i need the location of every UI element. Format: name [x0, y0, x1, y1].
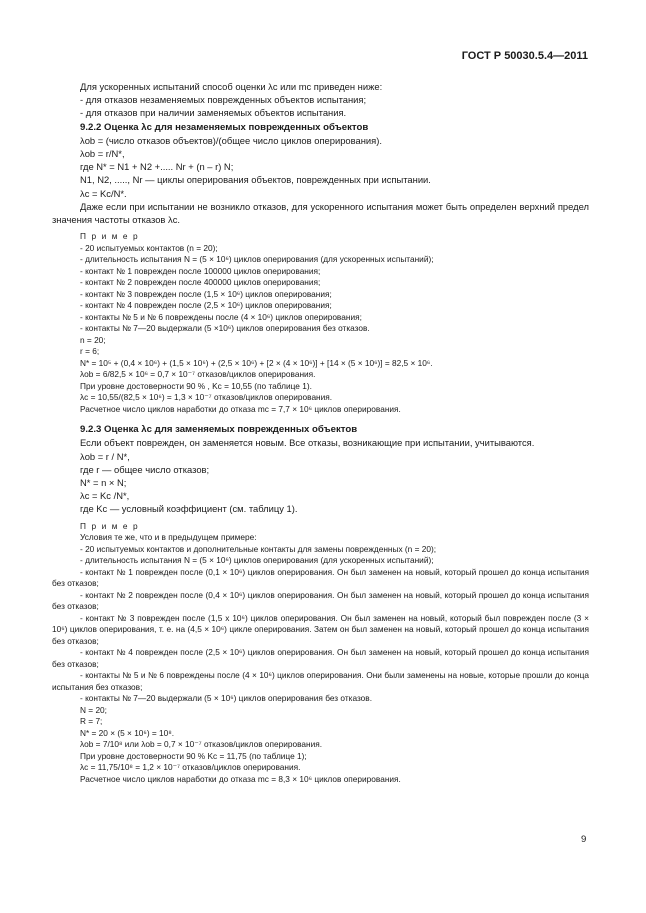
example-line: N* = 10⁵ + (0,4 × 10⁶) + (1,5 × 10⁶) + (2,5 × 10⁶) + [2 × (4 × 10⁶)] + [14 × (5 × 10⁶)] = 82,5 × 10⁶. [80, 357, 433, 368]
section-title-922: 9.2.2 Оценка λc для незаменяемых поврежденных объектов [80, 121, 369, 133]
example-line: - контакт № 4 поврежден после (2,5 × 10⁶) циклов оперирования; [80, 300, 332, 311]
example-line: N* = 20 × (5 × 10⁶) = 10⁸. [80, 727, 175, 738]
example-line: - контакт № 3 поврежден после (1,5 × 10⁶) циклов оперирования; [80, 288, 332, 299]
page-number: 9 [581, 834, 587, 845]
example-line: λob = 6/82,5 × 10⁶ = 0,7 × 10⁻⁷ отказов/циклов оперирования. [80, 369, 316, 380]
example-line: n = 20; [80, 334, 106, 345]
section-paragraph: Если объект поврежден, он заменяется новым. Все отказы, возникающие при испытании, учитываются. [80, 437, 535, 449]
example-line: - контакты № 5 и № 6 повреждены после (4 × 10⁶) циклов оперирования; [80, 311, 362, 322]
example-line: - контакты № 7—20 выдержали (5 × 10⁶) циклов оперирования без отказов. [80, 693, 372, 704]
formula-line: λob = (число отказов объектов)/(общее число циклов оперирования). [80, 134, 382, 146]
formula-line: где Kc — условный коэффициент (см. таблицу 1). [80, 503, 298, 515]
intro-lead: Для ускоренных испытаний способ оценки λc или mc приведен ниже: [80, 81, 383, 92]
formula-line: N1, N2, ....., Nr — циклы оперирования объектов, поврежденных при испытании. [80, 174, 431, 186]
example-paragraph: - контакты № 5 и № 6 повреждены после (4 × 10⁶) циклов оперирования. Они были заменены на новые, которые прошли до конца испытания без отказов; [52, 670, 589, 692]
example-line: - 20 испытуемых контактов (n = 20); [80, 242, 218, 253]
example-paragraph: - контакт № 2 поврежден после (0,4 × 10⁶) циклов оперирования. Он был заменен на новый, который прошел до конца испытания без отказов; [52, 589, 589, 612]
example-paragraph: - контакт № 3 поврежден после (1,5 х 10⁶) циклов оперирования. Он был заменен на новый, который был поврежден после (3 × 10⁶) циклов оперирования, т. е. на (4,5 × 10⁶) цикле оперирования. Затем он был заменен на новый, который прошел до конца испытания без отказов; [52, 612, 589, 646]
note-paragraph: Даже если при испытании не возникло отказов, для ускоренного испытания может быть определен верхний предел значения частоты отказов λc. [52, 200, 589, 226]
example-line: Расчетное число циклов наработки до отказа mc = 7,7 × 10⁶ циклов оперирования. [80, 403, 401, 414]
example-paragraph: - контакт № 4 поврежден после (2,5 × 10⁶) циклов оперирования. Он был заменен на новый, который прошел до конца испытания без отказов; [52, 647, 589, 669]
example-line: - 20 испытуемых контактов и дополнительные контакты для замены поврежденных (n = 20); [80, 543, 437, 554]
formula-line: λob = r/N*, [80, 148, 125, 160]
formula-line: λc = Kc/N*. [80, 187, 127, 199]
example-label: П р и м е р [80, 520, 140, 531]
formula-line: где N* = N1 + N2 +..... Nr + (n – r) N; [80, 161, 234, 173]
example-label: П р и м е р [80, 231, 140, 242]
example-line: При уровне достоверности 90 % , Kc = 10,55 (по таблице 1). [80, 380, 312, 391]
example-line: - контакт № 2 поврежден после 400000 циклов оперирования; [80, 277, 321, 288]
page-content [52, 80, 589, 785]
section-title-923: 9.2.3 Оценка λc для заменяемых поврежденных объектов [80, 424, 358, 436]
example-line: - длительность испытания N = (5 × 10⁶) циклов оперирования (для ускоренных испытаний); [80, 254, 434, 265]
formula-line: где r — общее число отказов; [80, 463, 210, 475]
example-line: λob = 7/10⁸ или λob = 0,7 × 10⁻⁷ отказов/циклов оперирования. [80, 739, 323, 750]
intro-item: - для отказов незаменяемых поврежденных объектов испытания; [80, 94, 367, 106]
formula-line: λc = Kc /N*, [80, 490, 130, 502]
example-paragraph: - контакт № 1 поврежден после (0,1 × 10⁶) циклов оперирования. Он был заменен на новый, который прошел до конца испытания без отказов; [52, 566, 589, 589]
example-line: При уровне достоверности 90 % Kc = 11,75 (по таблице 1); [80, 750, 307, 761]
formula-line: N* = n × N; [80, 477, 127, 489]
example-line: λc = 10,55/(82,5 × 10⁶) = 1,3 × 10⁻⁷ отказов/циклов оперирования. [80, 392, 333, 403]
example-lead: Условия те же, что и в предыдущем примере: [80, 532, 257, 543]
example-line: λc = 11,75/10⁸ = 1,2 × 10⁻⁷ отказов/циклов оперирования. [80, 762, 301, 773]
example-line: N = 20; [80, 704, 107, 715]
example-line: Расчетное число циклов наработки до отказа mc = 8,3 × 10⁶ циклов оперирования. [80, 773, 401, 784]
example-line: - контакты № 7—20 выдержали (5 ×10⁶) циклов оперирования без отказов. [80, 323, 370, 334]
formula-line: λob = r / N*, [80, 450, 130, 462]
example-line: - контакт № 1 поврежден после 100000 циклов оперирования; [80, 265, 321, 276]
standard-header: ГОСТ Р 50030.5.4—2011 [461, 50, 588, 62]
example-line: - длительность испытания N = (5 × 10⁶) циклов оперирования (для ускоренных испытаний); [80, 555, 434, 566]
example-line: r = 6; [80, 346, 100, 357]
example-line: R = 7; [80, 716, 103, 727]
intro-item: - для отказов при наличии заменяемых объектов испытания. [80, 107, 347, 119]
